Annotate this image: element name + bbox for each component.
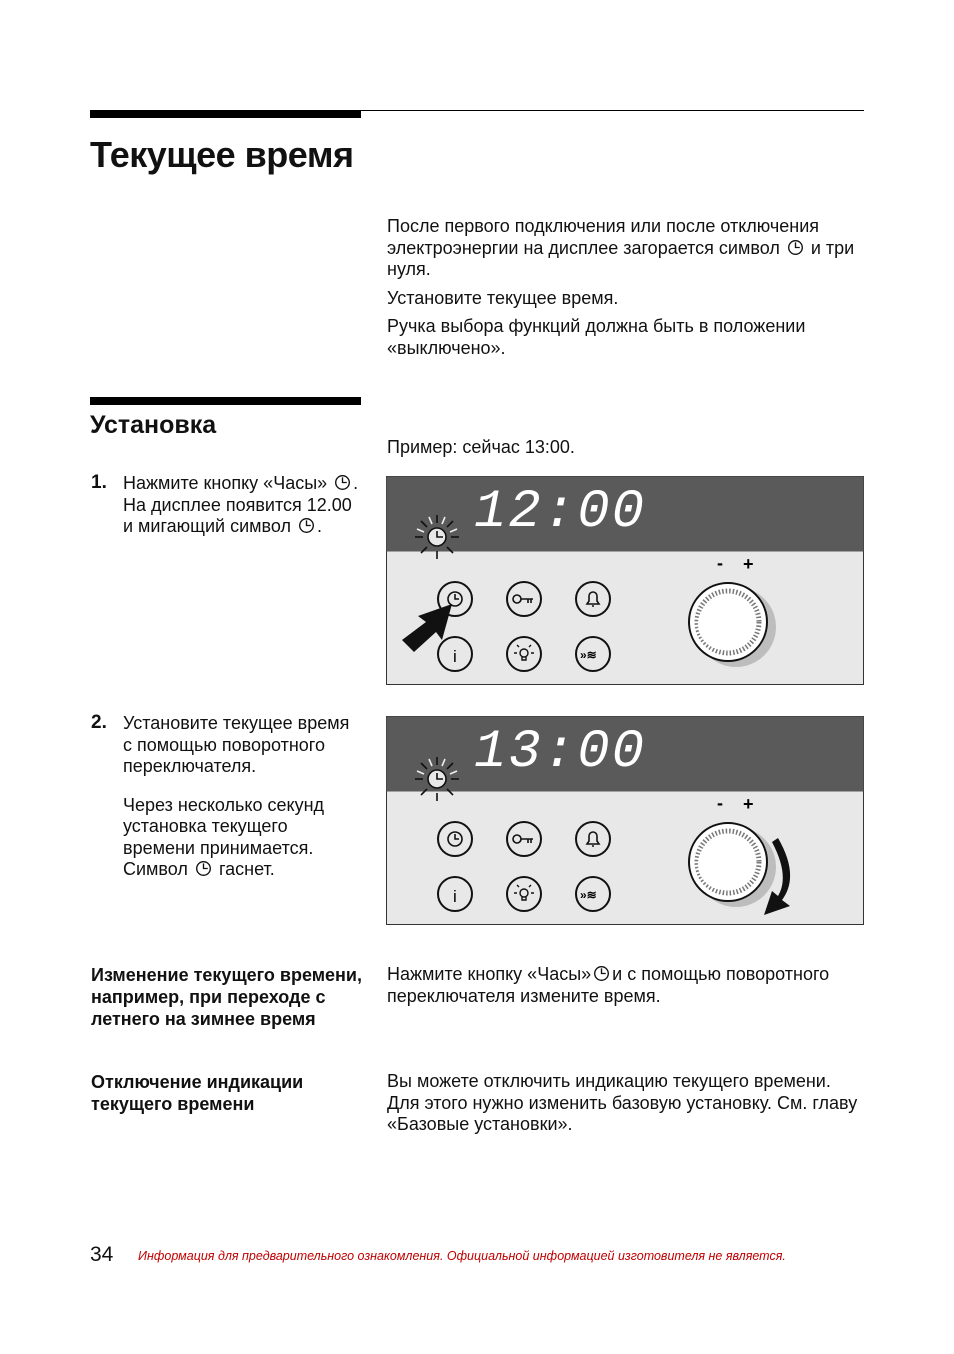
info-button[interactable] [438, 637, 472, 671]
display-time: 12:00 [474, 482, 647, 543]
intro-paragraph-1 [387, 216, 864, 281]
intro-text-1b: и три нуля. [387, 237, 855, 279]
step-1-number: 1. [91, 472, 107, 493]
title-rule-thick [90, 110, 361, 118]
rapid-heat-button[interactable] [576, 637, 610, 671]
page-title: Текущее время [90, 134, 354, 175]
rapid-heat-button[interactable] [576, 877, 610, 911]
intro-paragraph-2: Установите текущее время. [387, 287, 619, 308]
change-time-text [387, 964, 864, 1007]
rapid-heat-icon: »≋ [580, 888, 597, 902]
rapid-heat-icon: »≋ [580, 648, 597, 662]
display-time: 13:00 [474, 722, 647, 783]
step-1-text-c: . [317, 516, 323, 536]
step-2-note-a: Через несколько секунд установка текущего времени принимается. Символ [123, 794, 325, 879]
setup-rule [90, 397, 361, 405]
light-button[interactable] [507, 637, 541, 671]
setup-example: Пример: сейчас 13:00. [387, 437, 575, 457]
clock-icon [787, 239, 804, 256]
oven-panel-1 [386, 476, 864, 685]
clock-icon [298, 517, 315, 534]
intro-block [387, 216, 864, 359]
step-1-text [123, 473, 363, 538]
step-1-paragraph [123, 473, 363, 538]
clock-icon [195, 860, 212, 877]
change-time-text-b: и с помощью поворотного переключателя измените время. [387, 964, 830, 1006]
title-rule-thin [361, 110, 864, 111]
key-lock-button[interactable] [507, 582, 541, 616]
footer-note: Информация для предварительного ознакомления. Официальной информацией изготовителя не является. [138, 1249, 786, 1263]
step-2-text [123, 713, 363, 881]
step-2-paragraph: Установите текущее время с помощью поворотного переключателя. [123, 713, 350, 776]
knob-plus-label: + [743, 794, 754, 814]
step-2-note [123, 795, 363, 881]
knob-plus-label: + [743, 554, 754, 574]
knob-minus-label: - [717, 553, 723, 573]
bell-timer-button[interactable] [576, 822, 610, 856]
clock-button[interactable] [438, 822, 472, 856]
disable-display-heading: Отключение индикации текущего времени [91, 1072, 304, 1114]
change-time-heading: Изменение текущего времени, например, при переходе с летнего на зимнее время [91, 965, 362, 1029]
flashing-clock-icon [415, 757, 459, 801]
bell-timer-button[interactable] [576, 582, 610, 616]
step-1-text-b: . На дисплее появится 12.00 и мигающий символ [123, 473, 359, 536]
key-lock-button[interactable] [507, 822, 541, 856]
info-icon: i [453, 887, 457, 906]
info-icon: i [453, 647, 457, 666]
intro-text-1a: После первого подключения или после отключения электроэнергии на дисплее загорается символ [387, 216, 820, 258]
info-button[interactable] [438, 877, 472, 911]
step-2-number: 2. [91, 712, 107, 733]
setup-heading: Установка [90, 411, 217, 439]
page-number: 34 [90, 1243, 114, 1266]
change-time-text-a: Нажмите кнопку «Часы» [387, 964, 592, 984]
clock-icon [334, 474, 351, 491]
clock-icon [593, 965, 610, 982]
flashing-clock-icon [415, 515, 459, 559]
step-1-text-a: Нажмите кнопку «Часы» [123, 473, 328, 493]
knob-minus-label: - [717, 793, 723, 813]
intro-paragraph-3: Ручка выбора функций должна быть в положении «выключено». [387, 316, 806, 358]
step-2-note-b: гаснет. [218, 859, 275, 879]
oven-panel-2 [386, 716, 864, 925]
light-button[interactable] [507, 877, 541, 911]
disable-display-text: Вы можете отключить индикацию текущего времени. Для этого нужно изменить базовую установку. См. главу «Базовые установки». [387, 1071, 858, 1134]
